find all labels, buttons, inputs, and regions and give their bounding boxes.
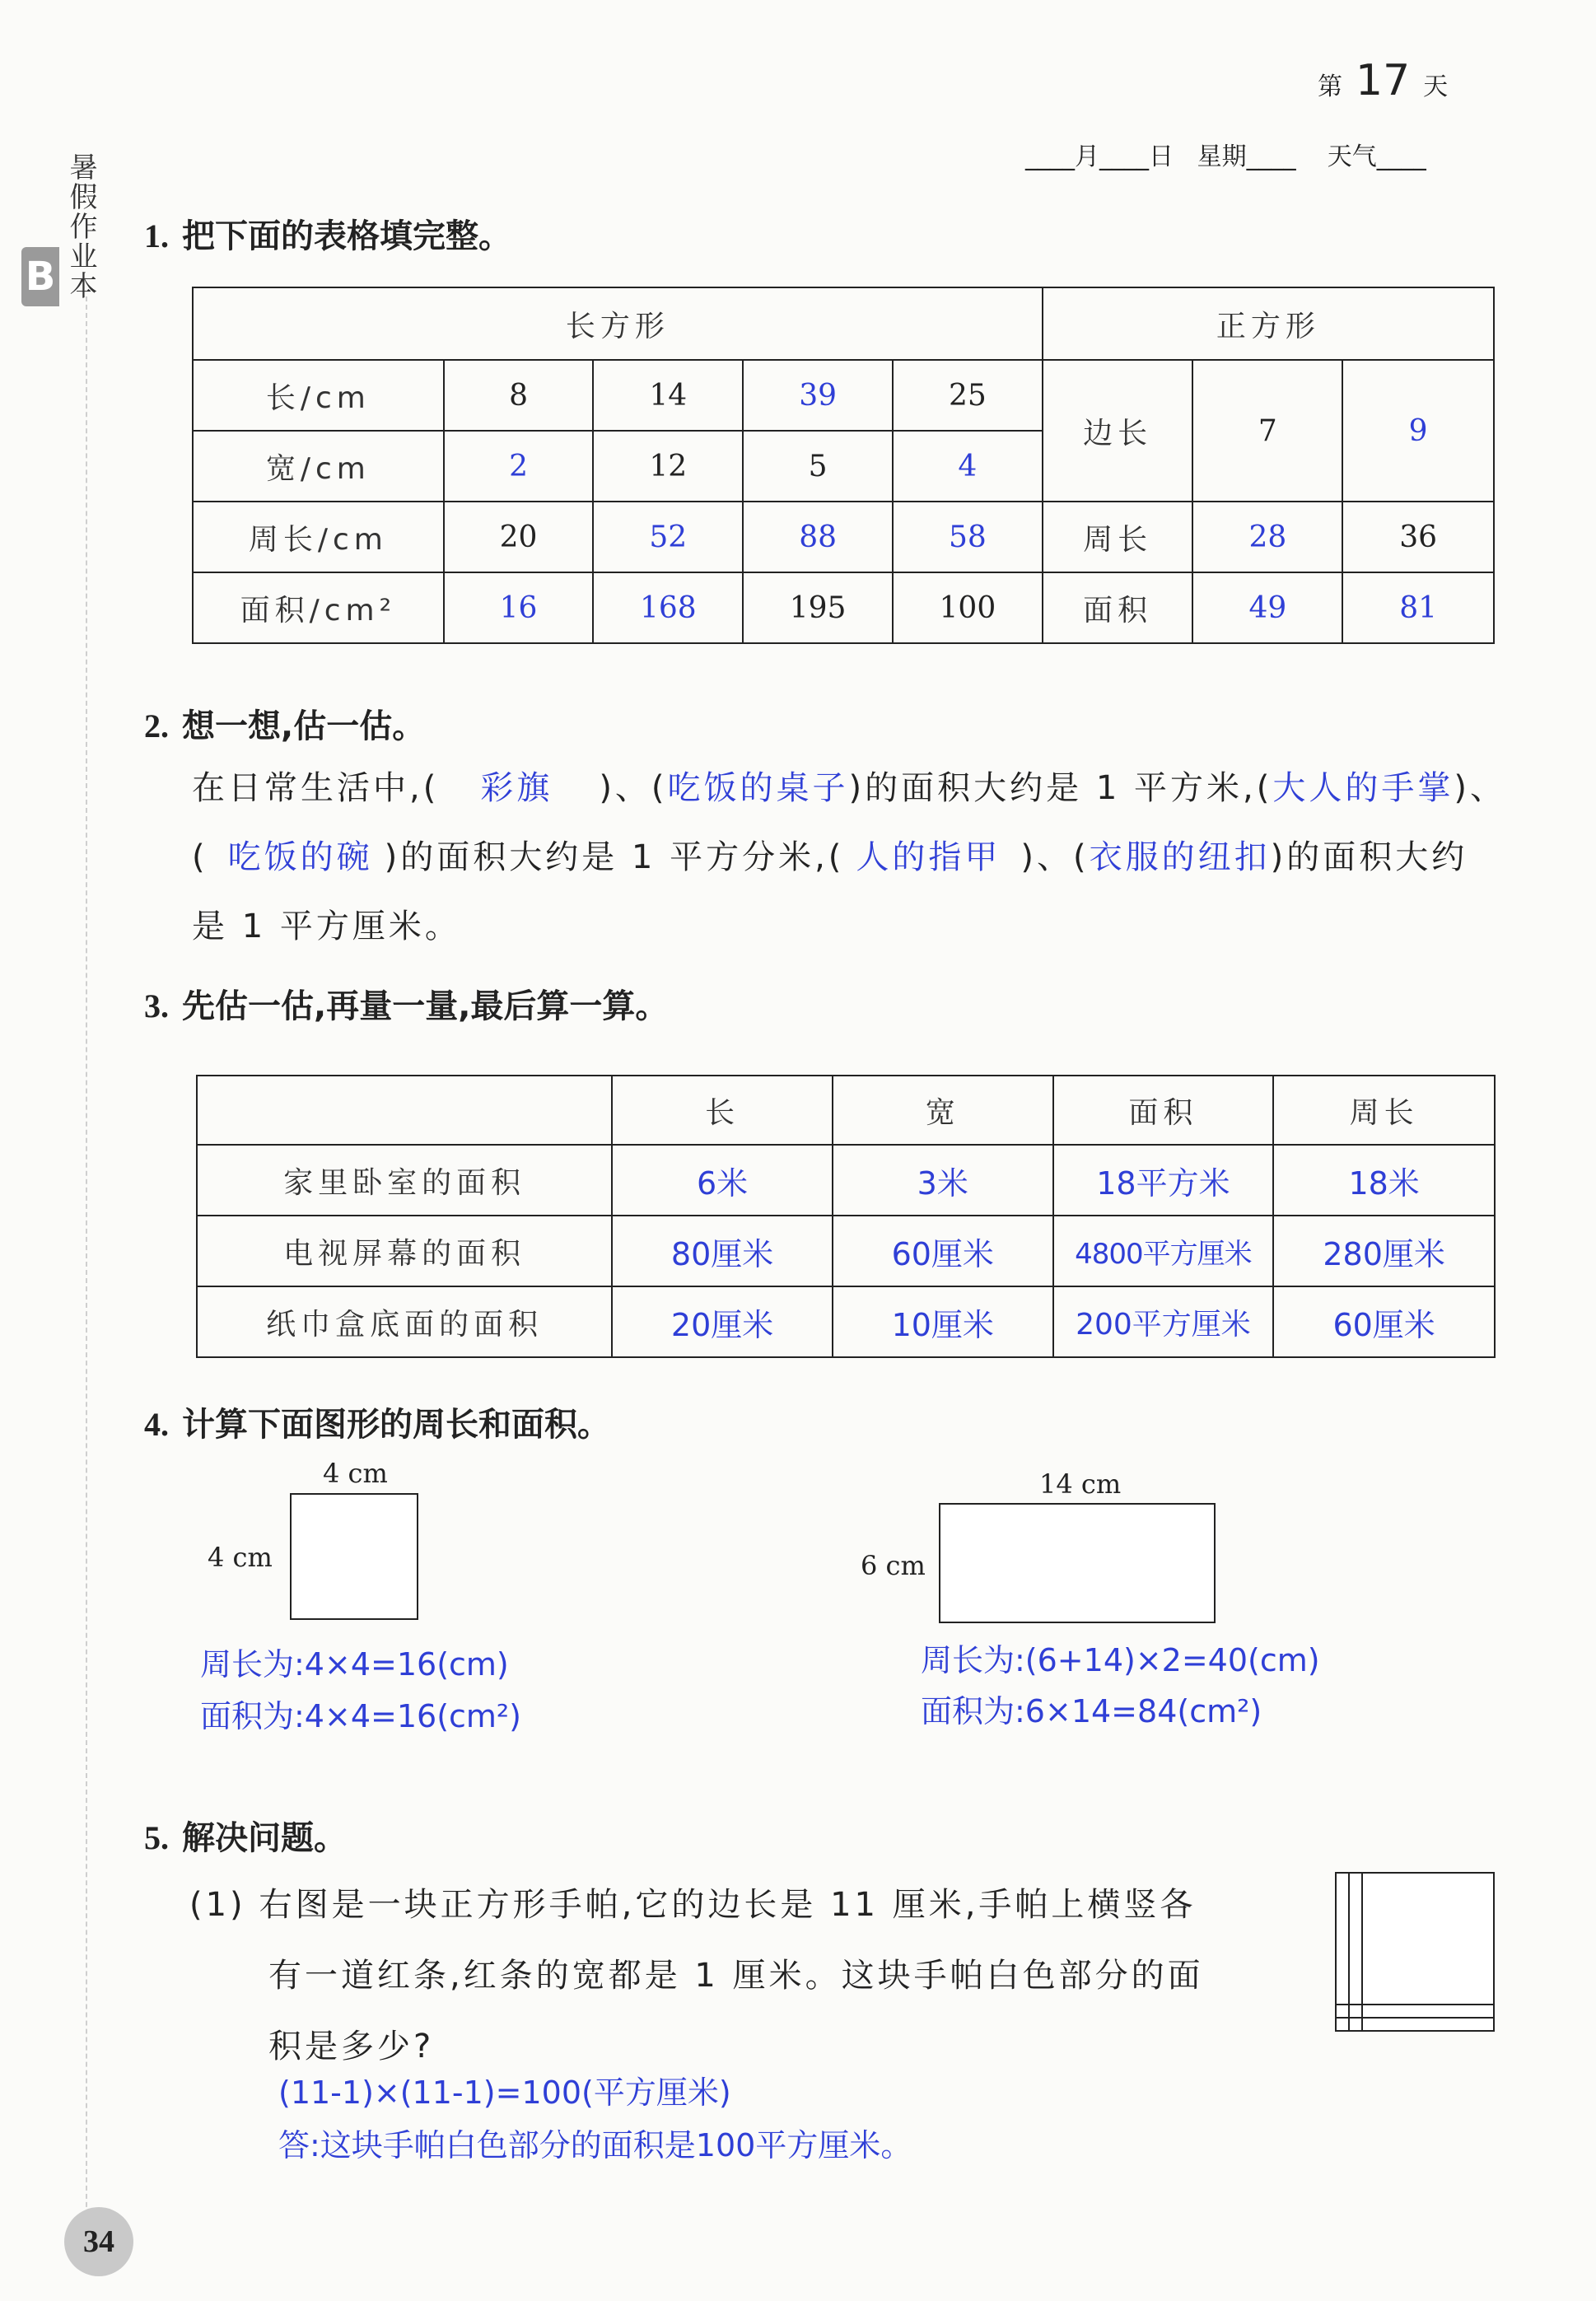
rect-area-answer: 168 [593, 572, 743, 643]
rect-header: 长方形 [193, 287, 1043, 360]
square-header: 正方形 [1043, 287, 1494, 360]
rect-width-answer: 2 [444, 431, 594, 502]
q2-text: )的面积大约 [1270, 838, 1468, 876]
q5-title-text: 解决问题。 [182, 1819, 347, 1857]
q3-answer-cell: 6米 [612, 1145, 833, 1216]
q5-line: 积是多少? [268, 2028, 435, 2065]
q4-title-text: 计算下面图形的周长和面积。 [182, 1406, 610, 1444]
q2-answer-6: 衣服的纽扣 [1089, 838, 1271, 876]
rect-top-label: 14 cm [1039, 1468, 1122, 1500]
rect-side-label: 6 cm [861, 1550, 926, 1581]
day-suffix: 天 [1423, 72, 1449, 101]
rect-area-cell: 100 [893, 572, 1043, 643]
square-side-label: 边长 [1043, 360, 1193, 502]
day-number: 17 [1356, 56, 1411, 105]
rect-perimeter-cell: 20 [444, 502, 594, 572]
q2-text: 是 1 平方厘米。 [192, 908, 461, 945]
q3-header-empty [197, 1076, 612, 1145]
q2-text: )、( [1020, 838, 1090, 876]
square-area-answer: 49 [1192, 572, 1342, 643]
q1-table [192, 287, 1495, 644]
binding-dash-line [86, 296, 87, 2257]
volume-badge: B [21, 247, 59, 306]
q3-header-length: 长 [612, 1076, 833, 1145]
q2-text: )的面积大约是 1 平方分米,( [384, 838, 845, 876]
square-perimeter-answer: 28 [1192, 502, 1342, 572]
square-area-text: 面积为:4×4=16(cm²) [200, 1698, 521, 1734]
q2-title-text: 想一想,估一估。 [182, 707, 426, 745]
q3-answer-cell: 80厘米 [612, 1216, 833, 1286]
rect-perimeter-answer: 58 [893, 502, 1043, 572]
rect-perimeter-answer: 88 [743, 502, 893, 572]
q3-answer-cell: 3米 [833, 1145, 1053, 1216]
q3-row-label: 电视屏幕的面积 [197, 1216, 612, 1286]
q3-title [144, 980, 668, 1027]
rect-area-text: 面积为:6×14=84(cm²) [921, 1693, 1262, 1729]
square-side-label: 4 cm [208, 1542, 273, 1573]
q3-answer-cell: 18米 [1273, 1145, 1495, 1216]
q2-answer-1: 彩旗 [480, 769, 553, 807]
rect-area-answer: 16 [444, 572, 594, 643]
q3-answer-cell: 18平方米 [1053, 1145, 1274, 1216]
rect-length-cell: 25 [893, 360, 1043, 431]
rect-perimeter-answer: 52 [593, 502, 743, 572]
q5-number: 5. [144, 1819, 169, 1856]
rect-width-cell: 12 [593, 431, 743, 502]
q2-text: )、 [1454, 769, 1506, 807]
square-side-answer: 9 [1342, 360, 1494, 502]
square-area-label: 面积 [1043, 572, 1193, 643]
date-weather-line: ____月____日 星期____ 天气____ [1025, 142, 1426, 171]
q3-row-label: 家里卧室的面积 [197, 1145, 612, 1216]
rect-length-cell: 8 [444, 360, 594, 431]
row-label-length: 长/cm [193, 360, 444, 431]
q5-line: 有一道红条,红条的宽都是 1 厘米。这块手帕白色部分的面 [268, 1957, 1204, 1995]
square-area-answer: 81 [1342, 572, 1494, 643]
handkerchief-figure [1334, 1871, 1496, 2033]
page-number: 34 [64, 2207, 133, 2276]
square-side-cell: 7 [1192, 360, 1342, 502]
q2-title [144, 700, 425, 747]
rect-area-answer [921, 1686, 1262, 1731]
q3-answer-cell: 60厘米 [833, 1216, 1053, 1286]
q2-answer-4: 吃饭的碗 [227, 838, 373, 876]
q3-answer-cell: 200平方厘米 [1053, 1286, 1274, 1357]
q5-problem [189, 1869, 1285, 2082]
row-label-width: 宽/cm [193, 431, 444, 502]
q2-answer-2: 吃饭的桌子 [667, 769, 849, 807]
q5-title [144, 1812, 347, 1859]
q3-answer-cell: 4800平方厘米 [1053, 1216, 1274, 1286]
row-label-perimeter: 周长/cm [193, 502, 444, 572]
q5-sub-number: (1) [189, 1886, 246, 1924]
square-figure [290, 1493, 418, 1620]
q3-title-text: 先估一估,再量一量,最后算一算。 [182, 987, 669, 1025]
square-top-label: 4 cm [323, 1458, 388, 1489]
q2-number: 2. [144, 707, 169, 744]
square-perimeter-answer [200, 1639, 509, 1684]
q1-title [144, 210, 511, 257]
q1-title-text: 把下面的表格填完整。 [182, 217, 511, 255]
square-area-answer [200, 1691, 521, 1736]
rectangle-figure [939, 1503, 1216, 1623]
day-counter [1318, 56, 1448, 105]
q5-line: 右图是一块正方形手帕,它的边长是 11 厘米,手帕上横竖各 [259, 1886, 1197, 1924]
row-label-area: 面积/cm² [193, 572, 444, 643]
q2-text: 在日常生活中,( [192, 769, 440, 807]
q2-text: )、( [599, 769, 668, 807]
q3-answer-cell: 20厘米 [612, 1286, 833, 1357]
rect-length-cell: 14 [593, 360, 743, 431]
q5-answer-calc: (11-1)×(11-1)=100(平方厘米) [278, 2075, 731, 2111]
rect-width-cell: 5 [743, 431, 893, 502]
rect-perimeter-answer [921, 1635, 1320, 1680]
q3-answer-cell: 280厘米 [1273, 1216, 1495, 1286]
square-perimeter-cell: 36 [1342, 502, 1494, 572]
q3-answer-cell: 10厘米 [833, 1286, 1053, 1357]
q2-answer-5: 人的指甲 [856, 838, 1001, 876]
rect-perimeter-text: 周长为:(6+14)×2=40(cm) [921, 1642, 1320, 1678]
q2-text: )的面积大约是 1 平方米,( [848, 769, 1273, 807]
q1-number: 1. [144, 217, 169, 254]
q4-number: 4. [144, 1406, 169, 1443]
day-prefix: 第 [1318, 72, 1342, 101]
rect-length-answer: 39 [743, 360, 893, 431]
q3-header-area: 面积 [1053, 1076, 1274, 1145]
q2-answer-3: 大人的手掌 [1272, 769, 1454, 807]
q4-title [144, 1398, 610, 1445]
q3-row-label: 纸巾盒底面的面积 [197, 1286, 612, 1357]
rect-width-answer: 4 [893, 431, 1043, 502]
q3-header-width: 宽 [833, 1076, 1053, 1145]
q3-answer-cell: 60厘米 [1273, 1286, 1495, 1357]
workbook-label: 暑假作业本 [64, 152, 97, 301]
rect-area-cell: 195 [743, 572, 893, 643]
q5-answer-text: 答:这块手帕白色部分的面积是100平方厘米。 [278, 2127, 912, 2163]
q2-text: ( [192, 838, 208, 876]
square-perimeter-label: 周长 [1043, 502, 1193, 572]
q2-paragraph [192, 754, 1506, 961]
q3-header-perimeter: 周长 [1273, 1076, 1495, 1145]
q3-table [196, 1075, 1496, 1358]
q3-number: 3. [144, 987, 169, 1024]
square-perimeter-text: 周长为:4×4=16(cm) [200, 1646, 509, 1683]
handkerchief-outline [1336, 1873, 1494, 2031]
